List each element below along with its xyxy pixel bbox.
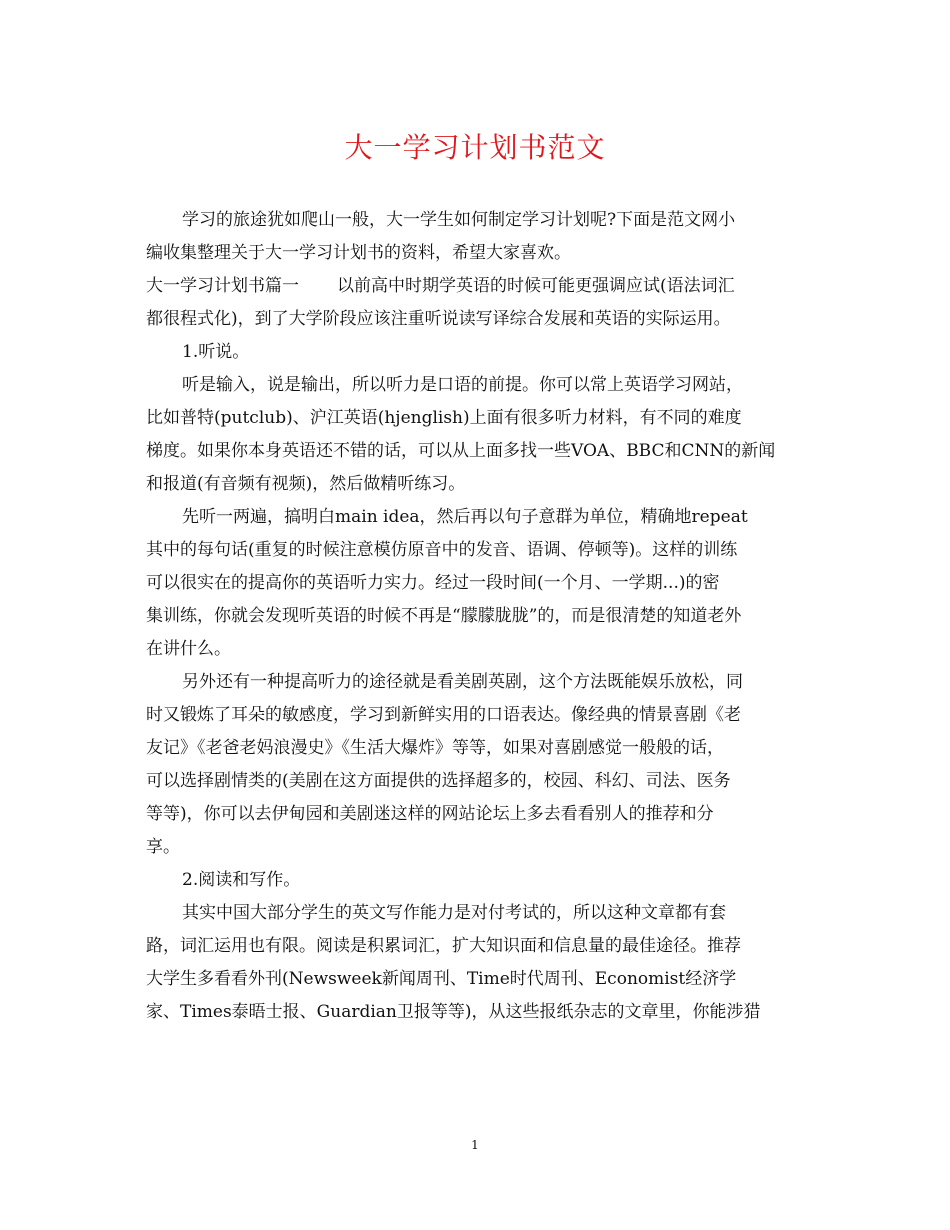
text-line: 在讲什么。 [146, 639, 231, 659]
page-number: 1 [471, 1138, 479, 1152]
text-line: 另外还有一种提高听力的途径就是看美剧英剧，这个方法既能娱乐放松，同 [182, 672, 743, 692]
text-line: 可以很实在的提高你的英语听力实力。经过一段时间(一个月、一学期...)的密 [146, 573, 720, 593]
text-line-continuation: 以前高中时期学英语的时候可能更强调应试(语法词汇 [337, 276, 735, 296]
text-line: 其实中国大部分学生的英文写作能力是对付考试的，所以这种文章都有套 [182, 903, 726, 923]
list-heading: 2.阅读和写作。 [182, 870, 301, 890]
text-line: 可以选择剧情类的(美剧在这方面提供的选择超多的，校园、科幻、司法、医务 [146, 771, 731, 791]
text-line: 都很程式化)，到了大学阶段应该注重听说读写译综合发展和英语的实际运用。 [146, 309, 731, 329]
text-line: 大学生多看看外刊(Newsweek新闻周刊、Time时代周刊、Economist经济学 [146, 969, 737, 989]
text-line: 等等)，你可以去伊甸园和美剧迷这样的网站论坛上多去看看别人的推荐和分 [146, 804, 714, 824]
text-line: 家、Times泰晤士报、Guardian卫报等等)，从这些报纸杂志的文章里，你能涉猎 [146, 1002, 761, 1022]
text-line: 学习的旅途犹如爬山一般，大一学生如何制定学习计划呢?下面是范文网小 [182, 210, 736, 230]
text-line: 梯度。如果你本身英语还不错的话，可以从上面多找一些VOA、BBC和CNN的新闻 [146, 441, 776, 461]
text-line: 集训练，你就会发现听英语的时候不再是“朦朦胧胧”的，而是很清楚的知道老外 [146, 606, 742, 626]
text-line: 友记》《老爸老妈浪漫史》《生活大爆炸》等等，如果对喜剧感觉一般般的话， [146, 738, 724, 758]
text-line: 编收集整理关于大一学习计划书的资料，希望大家喜欢。 [146, 243, 571, 263]
text-line: 听是输入，说是输出，所以听力是口语的前提。你可以常上英语学习网站， [182, 375, 743, 395]
list-heading: 1.听说。 [182, 342, 250, 362]
text-line: 先听一两遍，搞明白main idea，然后再以句子意群为单位，精确地repeat [182, 507, 748, 527]
section-heading: 大一学习计划书篇一 [146, 276, 299, 296]
document-body [146, 204, 802, 1029]
text-line: 路，词汇运用也有限。阅读是积累词汇，扩大知识面和信息量的最佳途径。推荐 [146, 936, 741, 956]
text-line: 享。 [146, 837, 180, 857]
document-title: 大一学习计划书范文 [344, 131, 606, 164]
text-line: 和报道(有音频有视频)，然后做精听练习。 [146, 474, 466, 494]
text-line: 时又锻炼了耳朵的敏感度，学习到新鲜实用的口语表达。像经典的情景喜剧《老 [146, 705, 741, 725]
text-line: 其中的每句话(重复的时候注意模仿原音中的发音、语调、停顿等)。这样的训练 [146, 540, 738, 560]
text-line [146, 270, 802, 303]
text-line: 比如普特(putclub)、沪江英语(hjenglish)上面有很多听力材料，有不同的难度 [146, 408, 742, 428]
